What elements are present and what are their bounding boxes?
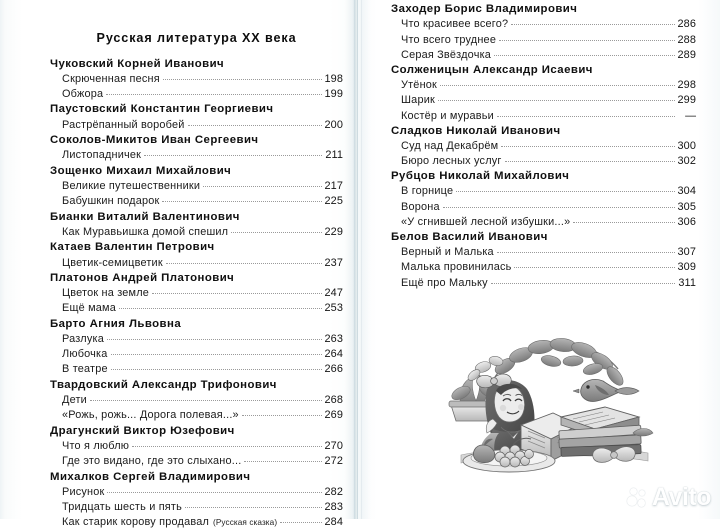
entry-title: «У сгнившей лесной избушки...» [401, 216, 570, 228]
entry-title: «Рожь, рожь... Дорога полевая...» [62, 409, 239, 421]
toc-entry[interactable] [50, 486, 343, 498]
entry-title: Костёр и муравьи [401, 110, 494, 122]
entry-page: 253 [324, 302, 343, 314]
entry-title: Шарик [401, 94, 435, 106]
leader-dots [280, 521, 322, 523]
toc-entry[interactable] [391, 34, 696, 46]
foliage-branch [492, 337, 626, 388]
entry-title: Что всего труднее [401, 34, 496, 46]
entry-page: 283 [324, 501, 343, 513]
toc-entry[interactable] [391, 140, 696, 152]
entry-title: Скрюченная песня [62, 73, 160, 85]
author-heading: Соколов-Микитов Иван Сергеевич [50, 134, 343, 146]
author-heading: Михалков Сергей Владимирович [50, 471, 343, 483]
entry-page: 289 [677, 49, 696, 61]
entry-page: 309 [677, 261, 696, 273]
entry-title: Дети [62, 394, 87, 406]
leader-dots [456, 190, 675, 192]
toc-entry[interactable] [50, 257, 343, 269]
leader-dots [244, 460, 322, 462]
bird-icon [573, 379, 639, 401]
toc-entry[interactable] [50, 333, 343, 345]
leader-dots [119, 307, 322, 309]
entry-page: 298 [677, 79, 696, 91]
left-page [0, 0, 357, 519]
entry-page: 300 [677, 140, 696, 152]
author-heading: Паустовский Константин Георгиевич [50, 103, 343, 115]
toc-entry[interactable] [50, 88, 343, 100]
toc-entry[interactable] [50, 73, 343, 85]
entry-page: 302 [677, 155, 696, 167]
author-heading: Бианки Виталий Валентинович [50, 211, 343, 223]
entry-page: 311 [677, 277, 696, 289]
toc-entry[interactable] [50, 394, 343, 406]
entry-page: 304 [677, 185, 696, 197]
watermark-text: Avito [652, 485, 711, 510]
toc-entry[interactable] [391, 79, 696, 91]
entry-title: Обжора [62, 88, 103, 100]
entry-page: 272 [324, 455, 343, 467]
entry-page: 217 [324, 180, 343, 192]
leader-dots [188, 124, 322, 126]
toc-entry[interactable] [391, 261, 696, 273]
entry-page: 307 [677, 246, 696, 258]
entry-title: Листопадничек [62, 149, 141, 161]
entry-title: Тридцать шесть и пять [62, 501, 182, 513]
entry-title: Где это видано, где это слыхано... [62, 455, 241, 467]
toc-entry[interactable] [391, 94, 696, 106]
toc-entry[interactable] [50, 363, 343, 375]
page-title: Русская литература XX века [50, 0, 343, 54]
leader-dots [491, 282, 675, 284]
entry-title: Бабушкин подарок [62, 195, 159, 207]
entry-title: Утёнок [401, 79, 437, 91]
author-heading: Зощенко Михаил Михайлович [50, 165, 343, 177]
leader-dots [163, 78, 322, 80]
girl-reading-illustration [443, 333, 668, 478]
entry-title: Как Муравьишка домой спешил [62, 226, 228, 238]
toc-entry[interactable] [50, 195, 343, 207]
entry-title: Разлука [62, 333, 104, 345]
toc-entry[interactable] [50, 180, 343, 192]
entry-page: 198 [324, 73, 343, 85]
toc-entry[interactable] [50, 302, 343, 314]
entry-title: Бюро лесных услуг [401, 155, 502, 167]
entry-page: 282 [324, 486, 343, 498]
leader-dots [166, 262, 322, 264]
toc-entry[interactable] [50, 409, 343, 421]
left-toc-list [50, 58, 343, 528]
leader-dots [573, 221, 675, 223]
entry-title: Цветик-семицветик [62, 257, 163, 269]
entry-title: Суд над Декабрём [401, 140, 498, 152]
entry-page: 237 [324, 257, 343, 269]
author-heading: Барто Агния Львовна [50, 318, 343, 330]
leader-dots [242, 414, 322, 416]
toc-entry[interactable] [50, 287, 343, 299]
toc-entry[interactable] [50, 440, 343, 452]
entry-page: 229 [324, 226, 343, 238]
leader-dots [107, 491, 322, 493]
entry-page: 299 [677, 94, 696, 106]
toc-entry[interactable] [391, 201, 696, 213]
toc-entry[interactable] [50, 348, 343, 360]
author-heading: Твардовский Александр Трифонович [50, 379, 343, 391]
entry-page: 264 [324, 348, 343, 360]
leader-dots [231, 231, 322, 233]
leader-dots [511, 23, 675, 25]
leader-dots [497, 115, 675, 117]
entry-page: 270 [324, 440, 343, 452]
entry-title: Что я люблю [62, 440, 129, 452]
leader-dots [144, 154, 322, 156]
toc-entry[interactable] [50, 119, 343, 131]
entry-page: 305 [677, 201, 696, 213]
right-toc-list [391, 3, 696, 288]
leader-dots [111, 368, 322, 370]
entry-page: 284 [324, 516, 343, 528]
entry-title: Ворона [401, 201, 440, 213]
leader-dots [162, 200, 322, 202]
entry-title: Великие путешественники [62, 180, 200, 192]
toc-entry[interactable] [50, 501, 343, 513]
author-heading: Рубцов Николай Михайлович [391, 170, 696, 182]
leader-dots [443, 206, 675, 208]
leader-dots [438, 99, 675, 101]
author-heading: Солженицын Александр Исаевич [391, 64, 696, 76]
toc-entry[interactable] [50, 226, 343, 238]
leader-dots [203, 185, 322, 187]
entry-title: Серая Звёздочка [401, 49, 491, 61]
entry-page: 286 [677, 18, 696, 30]
author-heading: Сладков Николай Иванович [391, 125, 696, 137]
toc-entry[interactable] [391, 18, 696, 30]
toc-entry[interactable] [391, 216, 696, 228]
leader-dots [111, 353, 322, 355]
entry-title: Малька провинилась [401, 261, 511, 273]
author-heading: Драгунский Виктор Юзефович [50, 425, 343, 437]
entry-page: 288 [677, 34, 696, 46]
leader-dots [499, 39, 675, 41]
entry-title: Ещё про Мальку [401, 277, 488, 289]
entry-page: 269 [324, 409, 343, 421]
leader-dots [107, 338, 322, 340]
toc-entry[interactable] [50, 455, 343, 467]
entry-page: 263 [324, 333, 343, 345]
leader-dots [514, 266, 675, 268]
leader-dots [152, 292, 322, 294]
entry-title: Как старик корову продавал [62, 516, 209, 528]
entry-page: 266 [324, 363, 343, 375]
toc-entry[interactable] [391, 277, 696, 289]
entry-page: 199 [324, 88, 343, 100]
toc-entry[interactable] [391, 246, 696, 258]
entry-title: Растрёпанный воробей [62, 119, 185, 131]
toc-entry[interactable] [391, 155, 696, 167]
leader-dots [497, 251, 675, 253]
entry-title: Ещё мама [62, 302, 116, 314]
leader-dots [494, 54, 675, 56]
entry-page: 211 [324, 149, 343, 161]
leader-dots [132, 445, 322, 447]
toc-entry[interactable] [391, 185, 696, 197]
entry-title: Рисунок [62, 486, 104, 498]
toc-entry[interactable] [50, 149, 343, 161]
author-heading: Катаев Валентин Петрович [50, 241, 343, 253]
leader-dots [106, 93, 322, 95]
entry-title: В театре [62, 363, 108, 375]
entry-page: 247 [324, 287, 343, 299]
entry-page: 268 [324, 394, 343, 406]
entry-title: В горнице [401, 185, 453, 197]
entry-title: Любочка [62, 348, 108, 360]
entry-title: Что красивее всего? [401, 18, 508, 30]
entry-page: 306 [677, 216, 696, 228]
leader-dots [90, 399, 322, 401]
author-heading: Платонов Андрей Платонович [50, 272, 343, 284]
entry-title: Цветок на земле [62, 287, 149, 299]
pear [473, 445, 494, 463]
entry-title: Верный и Малька [401, 246, 494, 258]
entry-page: 200 [324, 119, 343, 131]
leader-dots [185, 506, 322, 508]
author-heading: Чуковский Корней Иванович [50, 58, 343, 70]
entry-subtitle: (Русская сказка) [213, 518, 277, 527]
author-heading: Белов Василий Иванович [391, 231, 696, 243]
entry-page: — [677, 110, 696, 122]
toc-entry[interactable] [391, 49, 696, 61]
entry-page: 225 [324, 195, 343, 207]
toc-entry[interactable] [50, 516, 343, 528]
toc-entry[interactable] [391, 110, 696, 122]
leader-dots [501, 145, 675, 147]
leader-dots [505, 160, 675, 162]
author-heading: Заходер Борис Владимирович [391, 3, 696, 15]
leader-dots [440, 84, 675, 86]
